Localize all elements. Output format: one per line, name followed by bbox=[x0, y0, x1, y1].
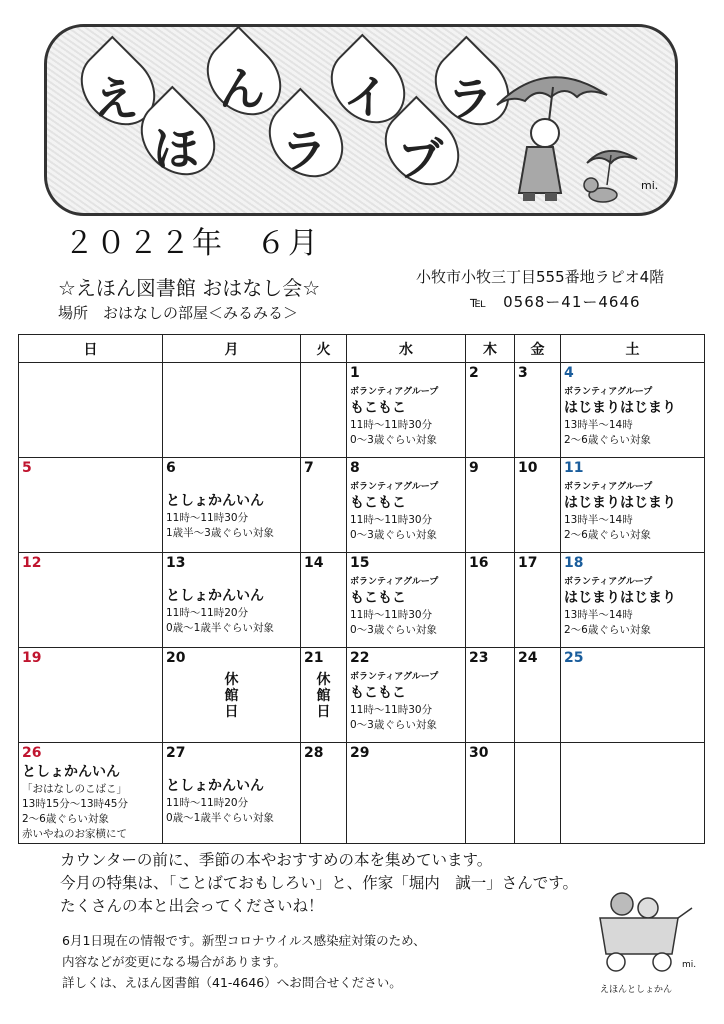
weekday-header-row bbox=[19, 335, 705, 363]
info-line: 詳しくは、えほん図書館（41-4646）へお問合せください。 bbox=[62, 975, 402, 990]
banner-char-4: ラ bbox=[281, 124, 327, 178]
banner-char-6: ブ bbox=[397, 132, 443, 186]
calendar-day-sun bbox=[19, 743, 163, 844]
program-target-age: 2～6歳ぐらい対象 bbox=[564, 624, 651, 636]
cart-caption: えほんとしょかん bbox=[600, 985, 673, 995]
calendar-day-tue bbox=[301, 458, 347, 553]
day-number: 17 bbox=[518, 555, 538, 571]
calendar-day-thu bbox=[466, 458, 515, 553]
day-number: 23 bbox=[469, 650, 489, 666]
event-name: ☆えほん図書館 おはなし会☆ bbox=[58, 276, 321, 300]
program-subtitle: 「おはなしのこばこ」 bbox=[22, 783, 127, 795]
day-number: 19 bbox=[22, 650, 42, 666]
volunteer-group-label: ボランティアグループ bbox=[564, 577, 653, 587]
closed-day-label bbox=[304, 672, 343, 720]
event-calendar bbox=[18, 334, 705, 844]
program-name: としょかんいん bbox=[166, 778, 264, 794]
calendar-day-wed bbox=[347, 458, 466, 553]
notice-line: カウンターの前に、季節の本やおすすめの本を集めています。 bbox=[60, 851, 493, 869]
day-number: 8 bbox=[350, 460, 360, 476]
volunteer-group-label: ボランティアグループ bbox=[564, 482, 653, 492]
program-target-age: 0～3歳ぐらい対象 bbox=[350, 624, 437, 636]
day-number: 29 bbox=[350, 745, 370, 761]
program-time: 13時半～14時 bbox=[564, 609, 633, 621]
program-name: はじまりはじまり bbox=[564, 495, 676, 511]
calendar-day-sun bbox=[19, 648, 163, 743]
girl-with-umbrella-illustration bbox=[487, 55, 667, 205]
calendar-day-mon bbox=[163, 743, 301, 844]
notice-line: 今月の特集は、「ことばておもしろい」と、作家「堀内 誠一」さんです。 bbox=[60, 874, 579, 892]
volunteer-group-label: ボランティアグループ bbox=[350, 387, 439, 397]
day-number: 7 bbox=[304, 460, 314, 476]
calendar-day-wed bbox=[347, 743, 466, 844]
program-time: 11時～11時20分 bbox=[166, 607, 249, 619]
day-number: 10 bbox=[518, 460, 538, 476]
day-number: 20 bbox=[166, 650, 186, 666]
day-number: 11 bbox=[564, 460, 584, 476]
weekday-wed: 水 bbox=[347, 335, 466, 363]
program-name: もこもこ bbox=[350, 685, 406, 701]
closed-char: 休 bbox=[224, 672, 239, 688]
closed-day-label bbox=[166, 672, 297, 720]
volunteer-group-label: ボランティアグループ bbox=[350, 482, 439, 492]
program-target-age: 2～6歳ぐらい対象 bbox=[22, 813, 109, 825]
program-target-age: 2～6歳ぐらい対象 bbox=[564, 434, 651, 446]
library-phone: ℡ 0568ー41ー4646 bbox=[470, 293, 641, 311]
weekday-sat: 土 bbox=[561, 335, 705, 363]
calendar-day-mon bbox=[163, 458, 301, 553]
calendar-day-mon bbox=[163, 648, 301, 743]
program-name: としょかんいん bbox=[166, 588, 264, 604]
closed-char: 館 bbox=[224, 688, 239, 704]
day-number: 24 bbox=[518, 650, 538, 666]
calendar-day-tue bbox=[301, 648, 347, 743]
calendar-week-row bbox=[19, 458, 705, 553]
volunteer-group-label: ボランティアグループ bbox=[564, 387, 653, 397]
program-name: はじまりはじまり bbox=[564, 590, 676, 606]
program-time: 13時半～14時 bbox=[564, 419, 633, 431]
day-number: 3 bbox=[518, 365, 528, 381]
weekday-mon: 月 bbox=[163, 335, 301, 363]
closed-char: 館 bbox=[316, 688, 331, 704]
day-number: 26 bbox=[22, 745, 42, 761]
day-number: 14 bbox=[304, 555, 324, 571]
program-name: としょかんいん bbox=[22, 764, 120, 780]
children-cart-illustration bbox=[592, 888, 702, 998]
program-name: もこもこ bbox=[350, 400, 406, 416]
program-target-age: 2～6歳ぐらい対象 bbox=[564, 529, 651, 541]
weekday-fri: 金 bbox=[515, 335, 561, 363]
calendar-week-row bbox=[19, 648, 705, 743]
program-time: 11時～11時30分 bbox=[350, 514, 433, 526]
info-line: 6月1日現在の情報です。新型コロナウイルス感染症対策のため、 bbox=[62, 933, 426, 948]
calendar-day-thu bbox=[466, 363, 515, 458]
banner-char-5: イ bbox=[343, 70, 389, 124]
notice-line: たくさんの本と出会ってくださいね！ bbox=[60, 897, 324, 915]
calendar-day-sat bbox=[561, 648, 705, 743]
calendar-day-sat bbox=[561, 743, 705, 844]
calendar-day-sun bbox=[19, 458, 163, 553]
calendar-day-sat bbox=[561, 553, 705, 648]
program-target-age: 0～3歳ぐらい対象 bbox=[350, 529, 437, 541]
calendar-week-row bbox=[19, 743, 705, 844]
program-time: 11時～11時30分 bbox=[166, 512, 249, 524]
calendar-day-wed bbox=[347, 553, 466, 648]
day-number: 22 bbox=[350, 650, 370, 666]
weekday-tue: 火 bbox=[301, 335, 347, 363]
cart-signature: mi. bbox=[682, 960, 697, 970]
day-number: 16 bbox=[469, 555, 489, 571]
program-target-age: 0～3歳ぐらい対象 bbox=[350, 719, 437, 731]
banner-signature: mi. bbox=[641, 179, 659, 192]
weekday-sun: 日 bbox=[19, 335, 163, 363]
day-number: 21 bbox=[304, 650, 324, 666]
day-number: 15 bbox=[350, 555, 370, 571]
day-number: 5 bbox=[22, 460, 32, 476]
calendar-week-row bbox=[19, 553, 705, 648]
calendar-week-row bbox=[19, 363, 705, 458]
program-time: 13時15分～13時45分 bbox=[22, 798, 128, 810]
calendar-day-thu bbox=[466, 553, 515, 648]
program-time: 11時～11時20分 bbox=[166, 797, 249, 809]
banner-char-2: ほ bbox=[153, 122, 199, 176]
calendar-day-tue bbox=[301, 363, 347, 458]
calendar-day-fri bbox=[515, 458, 561, 553]
program-target-age: 0歳～1歳半ぐらい対象 bbox=[166, 622, 274, 634]
weekday-thu: 木 bbox=[466, 335, 515, 363]
calendar-day-wed bbox=[347, 363, 466, 458]
day-number: 27 bbox=[166, 745, 186, 761]
calendar-day-mon bbox=[163, 553, 301, 648]
calendar-day-tue bbox=[301, 553, 347, 648]
volunteer-group-label: ボランティアグループ bbox=[350, 577, 439, 587]
day-number: 25 bbox=[564, 650, 584, 666]
program-name: もこもこ bbox=[350, 590, 406, 606]
day-number: 1 bbox=[350, 365, 360, 381]
calendar-day-tue bbox=[301, 743, 347, 844]
closed-char: 日 bbox=[316, 704, 331, 720]
program-name: もこもこ bbox=[350, 495, 406, 511]
program-time: 11時～11時30分 bbox=[350, 704, 433, 716]
volunteer-group-label: ボランティアグループ bbox=[350, 672, 439, 682]
day-number: 30 bbox=[469, 745, 489, 761]
day-number: 2 bbox=[469, 365, 479, 381]
library-address: 小牧市小牧三丁目555番地ラピオ4階 bbox=[416, 268, 665, 286]
banner-char-3: ん bbox=[219, 62, 265, 116]
program-target-age: 0～3歳ぐらい対象 bbox=[350, 434, 437, 446]
info-line: 内容などが変更になる場合があります。 bbox=[62, 954, 287, 969]
program-time: 11時～11時30分 bbox=[350, 609, 433, 621]
calendar-day-sun bbox=[19, 553, 163, 648]
venue-label: 場所 おはなしの部屋＜みるみる＞ bbox=[58, 304, 299, 322]
calendar-day-sat bbox=[561, 458, 705, 553]
calendar-day-sat bbox=[561, 363, 705, 458]
program-target-age: 1歳半～3歳ぐらい対象 bbox=[166, 527, 274, 539]
calendar-day-sun bbox=[19, 363, 163, 458]
day-number: 12 bbox=[22, 555, 42, 571]
page-title: ２０２２年 ６月 bbox=[64, 226, 320, 261]
banner-char-7: ラ bbox=[447, 72, 493, 126]
day-number: 6 bbox=[166, 460, 176, 476]
program-name: としょかんいん bbox=[166, 493, 264, 509]
closed-char: 日 bbox=[224, 704, 239, 720]
calendar-day-mon bbox=[163, 363, 301, 458]
calendar-day-wed bbox=[347, 648, 466, 743]
day-number: 13 bbox=[166, 555, 186, 571]
info-block bbox=[62, 930, 426, 993]
calendar-day-thu bbox=[466, 743, 515, 844]
title-banner bbox=[44, 24, 678, 216]
notice-block bbox=[60, 849, 578, 918]
calendar-day-fri bbox=[515, 553, 561, 648]
banner-char-1: え bbox=[93, 72, 139, 126]
program-name: はじまりはじまり bbox=[564, 400, 676, 416]
calendar-day-thu bbox=[466, 648, 515, 743]
day-number: 4 bbox=[564, 365, 574, 381]
program-time: 11時～11時30分 bbox=[350, 419, 433, 431]
program-target-age: 0歳～1歳半ぐらい対象 bbox=[166, 812, 274, 824]
calendar-day-fri bbox=[515, 743, 561, 844]
calendar-day-fri bbox=[515, 648, 561, 743]
program-note: 赤いやねのお家横にて bbox=[22, 828, 127, 840]
day-number: 18 bbox=[564, 555, 584, 571]
day-number: 28 bbox=[304, 745, 324, 761]
calendar-day-fri bbox=[515, 363, 561, 458]
program-time: 13時半～14時 bbox=[564, 514, 633, 526]
closed-char: 休 bbox=[316, 672, 331, 688]
day-number: 9 bbox=[469, 460, 479, 476]
